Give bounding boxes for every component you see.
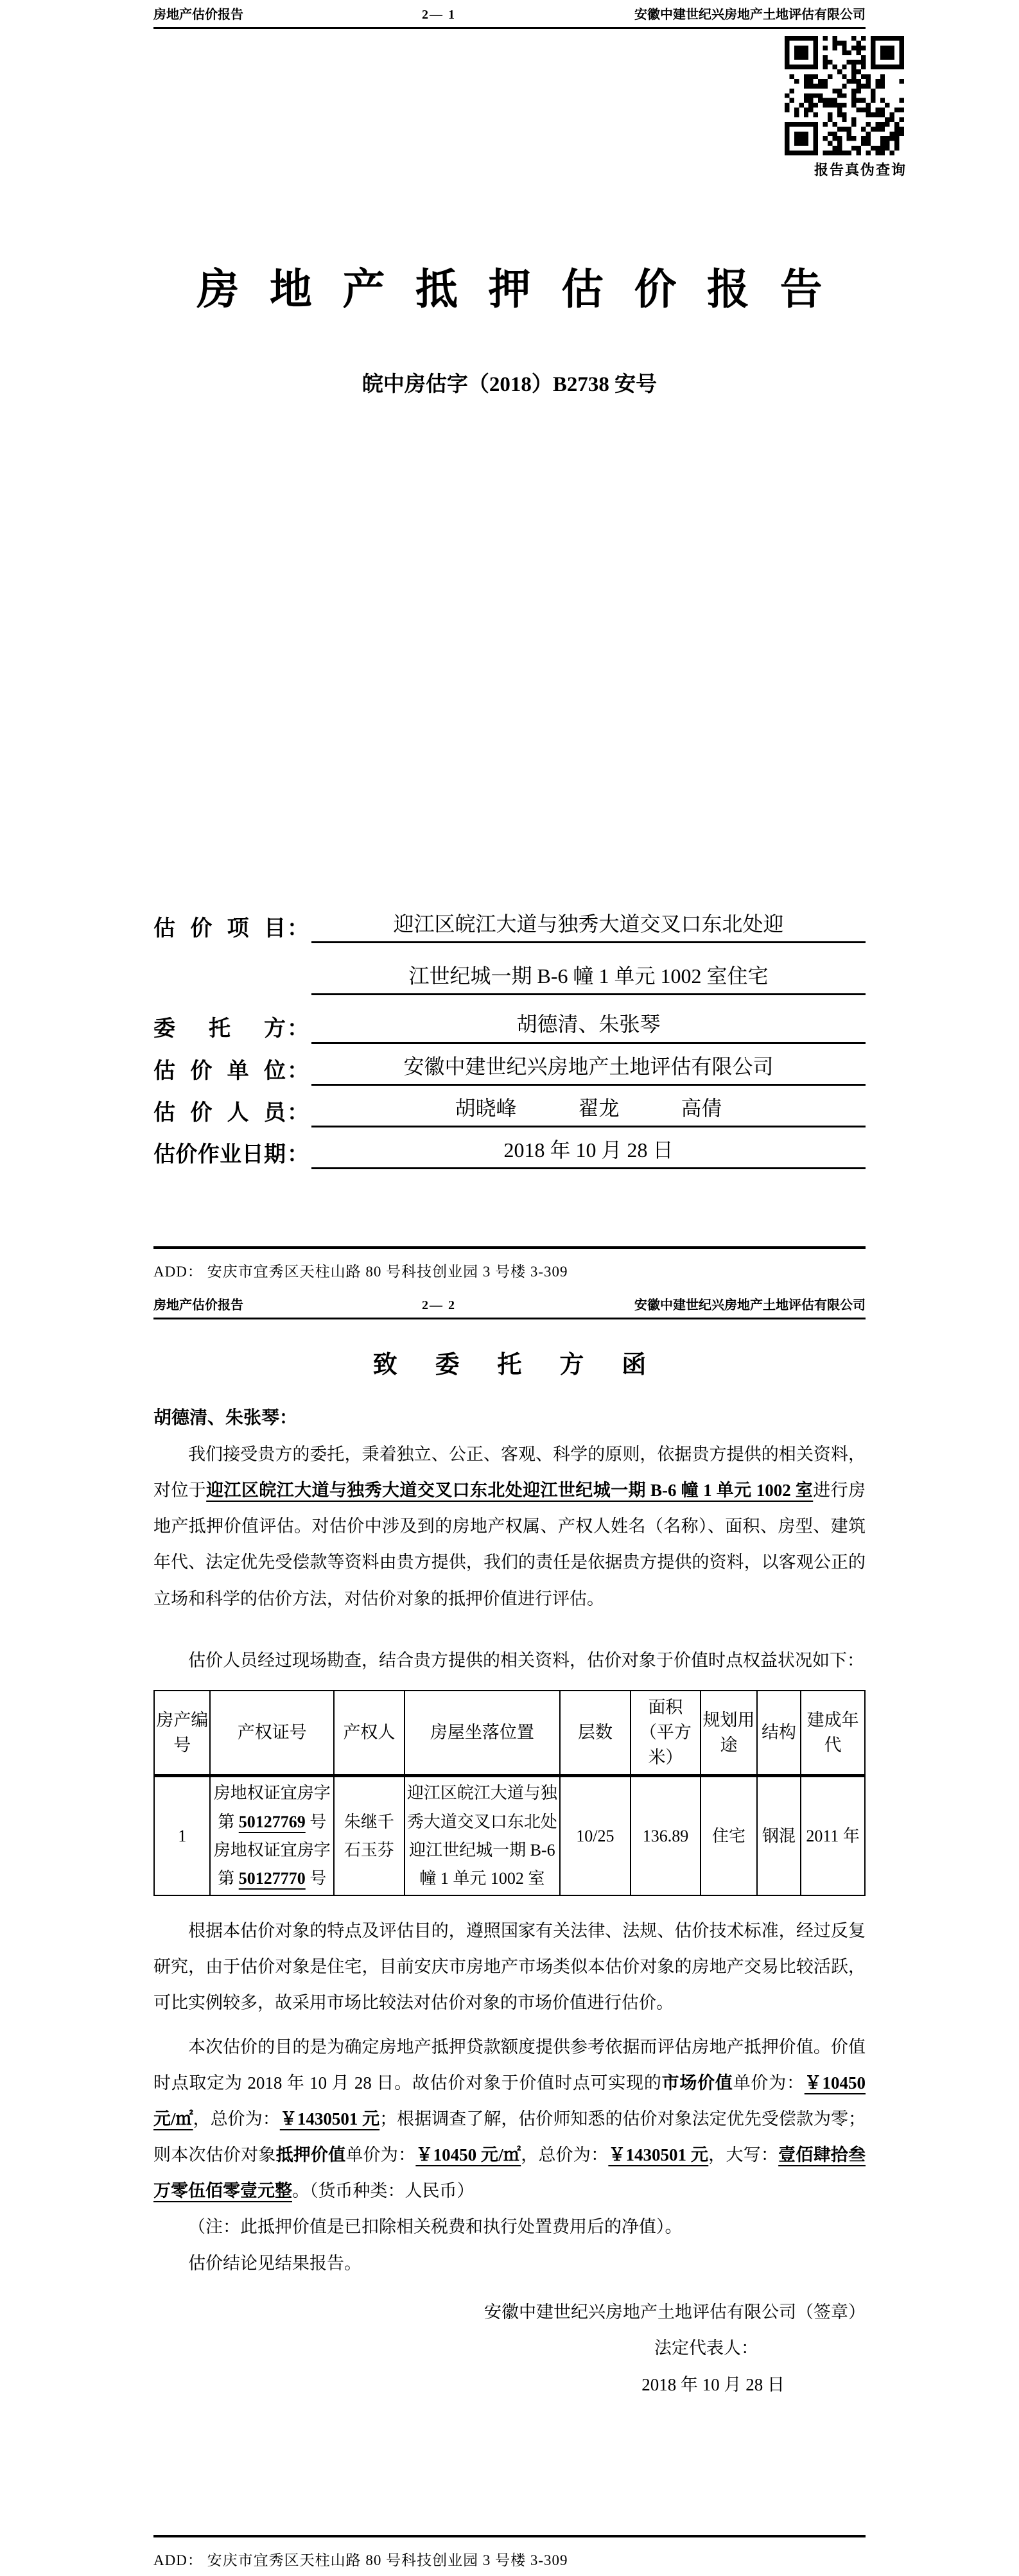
table-header-row xyxy=(154,1691,865,1776)
table-row xyxy=(154,1776,865,1895)
field-value-project-line1: 迎江区皖江大道与独秀大道交叉口东北处迎 xyxy=(311,910,866,943)
signature-date: 2018 年 10 月 28 日 xyxy=(641,2375,785,2395)
footer-rule xyxy=(153,1246,866,1249)
cell-location: 迎江区皖江大道与独秀大道交叉口东北处迎江世纪城一期 B-6 幢 1 单元 1002 室 xyxy=(405,1776,560,1895)
header-company-name: 安徽中建世纪兴房地产土地评估有限公司 xyxy=(634,1298,866,1312)
para-commission: 我们接受贵方的委托，秉着独立、公正、客观、科学的原则，依据贵方提供的相关资料，对位于迎江区皖江大道与独秀大道交叉口东北处迎江世纪城一期 B-6 幢 1 单元 1002 室进行房地产抵押价值评估。对估价中涉及到的房地产权属、产权人姓名（名称）、面积、房型、建筑年代、法定优先受偿款等资料由贵方提供，我们的责任是依据贵方提供的资料，以客观公正的立场和科学的估价方法，对估价对象的抵押价值进行评估。 xyxy=(153,1445,866,1608)
col-location: 房屋坐落位置 xyxy=(405,1691,560,1776)
signature-company: 安徽中建世纪兴房地产土地评估有限公司（签章） xyxy=(484,2302,866,2322)
field-label-appraisers: 估 价 人 员 xyxy=(153,1101,286,1125)
page-footer xyxy=(153,2535,866,2570)
header-page-number: 2— 1 xyxy=(422,8,456,22)
letter-page xyxy=(0,1291,1019,2576)
para-note: （注：此抵押价值是已扣除相关税费和执行处置费用后的净值）。 xyxy=(188,2217,683,2237)
field-label-client: 委 托 方 xyxy=(153,1017,286,1041)
field-value-agency: 安徽中建世纪兴房地产土地评估有限公司 xyxy=(311,1053,866,1086)
field-value-appraisers: 胡晓峰 翟龙 高倩 xyxy=(311,1095,866,1127)
para-method: 根据本估价对象的特点及评估目的，遵照国家有关法律、法规、估价技术标准，经过反复研究，由于估价对象是住宅，目前安庆市房地产市场类似本估价对象的房地产交易比较活跃，可比实例较多，故采用市场比较法对估价对象的市场价值进行估价。 xyxy=(153,1921,866,2013)
header-page-number: 2— 2 xyxy=(422,1298,456,1312)
footer-address: ADD： 安庆市宜秀区天柱山路 80 号科技创业园 3 号楼 3-309 xyxy=(153,1264,568,1280)
page-header xyxy=(153,1291,866,1319)
field-colon: ： xyxy=(287,1142,309,1167)
cell-area: 136.89 xyxy=(631,1776,701,1895)
field-date xyxy=(153,1136,866,1169)
signature-legal-rep: 法定代表人： xyxy=(654,2338,758,2358)
col-property-no: 房产编号 xyxy=(154,1691,210,1776)
field-value-client: 胡德清、朱张琴 xyxy=(311,1011,866,1043)
col-cert-no: 产权证号 xyxy=(210,1691,334,1776)
header-doc-type: 房地产估价报告 xyxy=(153,8,243,22)
cover-fields xyxy=(153,910,866,1178)
para-survey: 估价人员经过现场勘查，结合贵方提供的相关资料，估价对象于价值时点权益状况如下： xyxy=(188,1650,864,1670)
cell-planned-use: 住宅 xyxy=(701,1776,756,1895)
field-colon: ： xyxy=(287,917,309,941)
qr-caption: 报告真伪查询 xyxy=(814,162,907,178)
cell-owner: 朱继千 石玉芬 xyxy=(334,1776,405,1895)
field-value-date: 2018 年 10 月 28 日 xyxy=(311,1136,866,1169)
col-year-built: 建成年代 xyxy=(801,1691,865,1776)
field-project-cont xyxy=(153,962,866,995)
field-colon: ： xyxy=(287,1017,309,1041)
field-label-project: 估 价 项 目 xyxy=(153,917,286,941)
field-colon: ： xyxy=(287,1059,309,1083)
header-company-name: 安徽中建世纪兴房地产土地评估有限公司 xyxy=(634,8,866,22)
para-valuation: 本次估价的目的是为确定房地产抵押贷款额度提供参考依据而评估房地产抵押价值。价值时点取定为 2018 年 10 月 28 日。故估价对象于价值时点可实现的市场价值单价为：￥10450 元/㎡，总价为：￥1430501 元；根据调查了解，估价师知悉的估价对象法定优先受偿款为零；则本次估价对象抵押价值单价为：￥10450 元/㎡，总价为：￥1430501 元，大写：壹佰肆拾叁万零伍佰零壹元整。（货币种类：人民币） xyxy=(153,2037,866,2201)
footer-address: ADD： 安庆市宜秀区天柱山路 80 号科技创业园 3 号楼 3-309 xyxy=(153,2552,568,2568)
field-appraisers xyxy=(153,1095,866,1127)
salutation: 胡德清、朱张琴： xyxy=(153,1408,298,1428)
qr-code xyxy=(785,36,904,155)
header-doc-type: 房地产估价报告 xyxy=(153,1298,243,1312)
col-planned-use: 规划用途 xyxy=(701,1691,756,1776)
rights-status-table xyxy=(153,1690,866,1896)
field-agency xyxy=(153,1053,866,1086)
cell-year-built: 2011 年 xyxy=(801,1776,865,1895)
cell-property-no: 1 xyxy=(154,1776,210,1895)
cell-cert-no: 房地权证宜房字 第 50127769 号 房地权证宜房字 第 50127770 号 xyxy=(210,1776,334,1895)
letter-title: 致委托方函 xyxy=(372,1352,684,1379)
para-conclusion: 估价结论见结果报告。 xyxy=(188,2253,361,2273)
field-project xyxy=(153,910,866,943)
col-area: 面积（平方米） xyxy=(631,1691,701,1776)
col-owner: 产权人 xyxy=(334,1691,405,1776)
footer-rule xyxy=(153,2535,866,2537)
field-client xyxy=(153,1011,866,1043)
col-floors: 层数 xyxy=(560,1691,631,1776)
field-colon: ： xyxy=(287,1101,309,1125)
col-structure: 结构 xyxy=(757,1691,801,1776)
page-header xyxy=(153,0,866,29)
report-title: 房地产抵押估价报告 xyxy=(196,266,853,313)
field-value-project-line2: 江世纪城一期 B-6 幢 1 单元 1002 室住宅 xyxy=(311,962,866,995)
cell-floors: 10/25 xyxy=(560,1776,631,1895)
letter-body xyxy=(0,1291,1019,2403)
page-footer xyxy=(153,1246,866,1281)
field-label-date: 估 价 作 业 日 期 xyxy=(153,1142,286,1167)
field-label-agency: 估 价 单 位 xyxy=(153,1059,286,1083)
qr-verification-block xyxy=(785,36,907,179)
cell-structure: 钢混 xyxy=(757,1776,801,1895)
report-number: 皖中房估字（2018）B2738 安号 xyxy=(361,373,658,396)
